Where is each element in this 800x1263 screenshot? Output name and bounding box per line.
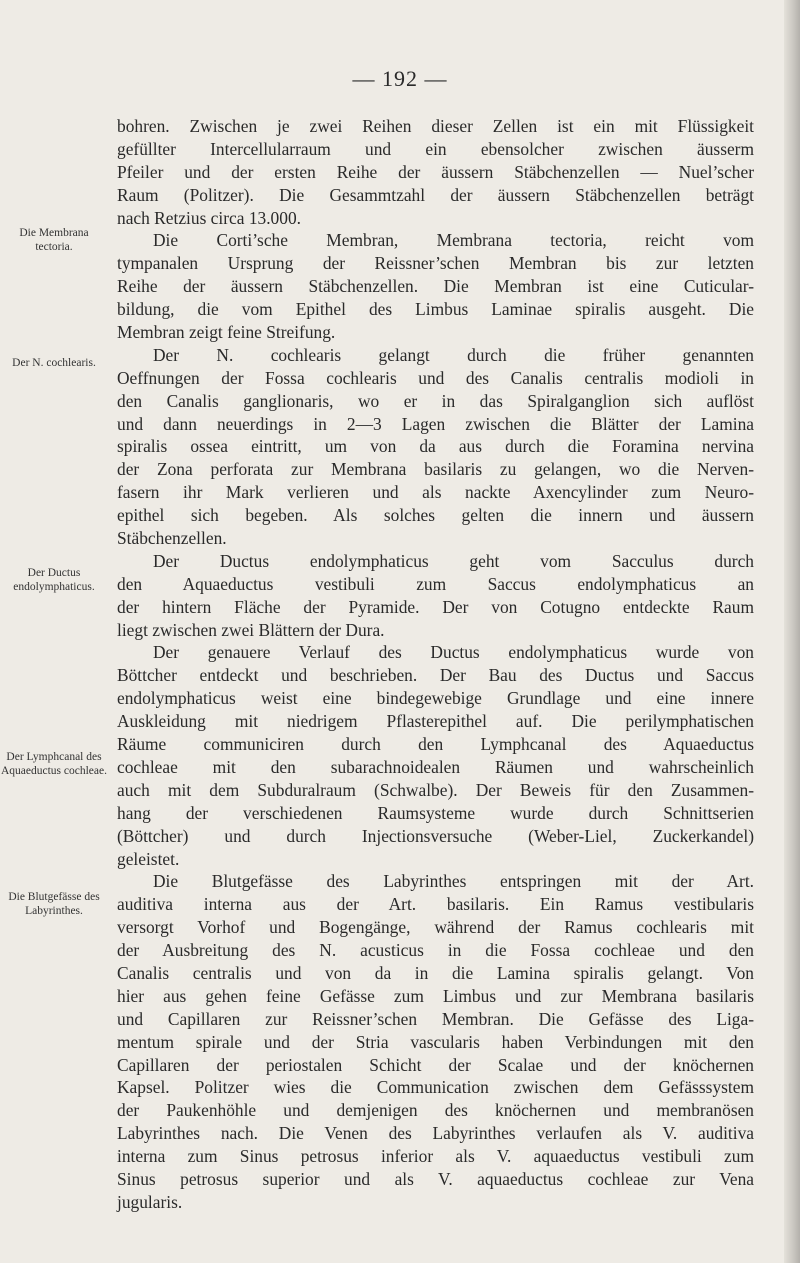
text-line: tympanalen Ursprung der Reissner’schen Membran bis zur letzten bbox=[117, 253, 754, 274]
margin-note-blutgefaesse: Die Blutgefässe des Labyrinthes. bbox=[8, 891, 100, 917]
text-line: bohren. Zwischen je zwei Reihen dieser Zellen ist ein mit Flüssigkeit bbox=[117, 116, 754, 136]
text-line: nach Retzius circa 13.000. bbox=[117, 207, 301, 228]
text-line: Oeffnungen der Fossa cochlearis und des Canalis centralis modioli in bbox=[117, 367, 754, 388]
text-line: jugularis. bbox=[117, 1191, 183, 1212]
text-line: spiralis ossea eintritt, um von da aus durch die Foramina nervina bbox=[117, 436, 754, 457]
text-line: Die Blutgefässe des Labyrinthes entspringen mit der Art. bbox=[153, 871, 754, 892]
margin-note-membrana-tectoria: Die Membrana tectoria. bbox=[19, 227, 89, 253]
text-line: hang der verschiedenen Raumsysteme wurde durch Schnittserien bbox=[117, 802, 754, 823]
text-line: gefüllter Intercellularraum und ein ebensolcher zwischen äusserm bbox=[117, 138, 754, 159]
text-line: mentum spirale und der Stria vascularis haben Verbindungen mit den bbox=[117, 1031, 754, 1052]
text-line: Sinus petrosus superior und als V. aquaeductus cochleae zur Vena bbox=[117, 1168, 754, 1189]
text-line: den Aquaeductus vestibuli zum Saccus endolymphaticus an bbox=[117, 573, 754, 594]
text-line: der Zona perforata zur Membrana basilaris zu gelangen, wo die Nerven- bbox=[117, 459, 754, 480]
text-line: (Böttcher) und durch Injectionsversuche (Weber-Liel, Zuckerkandel) bbox=[117, 825, 754, 846]
text-line: interna zum Sinus petrosus inferior als V. aquaeductus vestibuli zum bbox=[117, 1146, 754, 1167]
text-line: und dann neuerdings in 2—3 Lagen zwischen die Blätter der Lamina bbox=[117, 413, 754, 434]
text-line: Der N. cochlearis gelangt durch die früher genannten bbox=[153, 344, 754, 365]
text-line: und Capillaren zur Reissner’schen Membran. Die Gefässe des Liga- bbox=[117, 1008, 754, 1029]
text-line: Labyrinthes nach. Die Venen des Labyrinthes verlaufen als V. auditiva bbox=[117, 1123, 754, 1144]
text-line: hier aus gehen feine Gefässe zum Limbus und zur Membrana basilaris bbox=[117, 985, 754, 1006]
text-line: Auskleidung mit niedrigem Pflasterepithel auf. Die perilymphatischen bbox=[117, 711, 754, 732]
text-line: bildung, die vom Epithel des Limbus Laminae spiralis ausgeht. Die bbox=[117, 299, 754, 320]
text-line: Canalis centralis und von da in die Lamina spiralis gelangt. Von bbox=[117, 962, 754, 983]
text-line: Der genauere Verlauf des Ductus endolymphaticus wurde von bbox=[153, 642, 754, 663]
margin-note-n-cochlearis: Der N. cochlearis. bbox=[12, 357, 96, 369]
text-line: Böttcher entdeckt und beschrieben. Der Bau des Ductus und Saccus bbox=[117, 665, 754, 686]
text-line: der Paukenhöhle und demjenigen des knöchernen und membranösen bbox=[117, 1100, 754, 1121]
text-line: auch mit dem Subduralraum (Schwalbe). Der Beweis für den Zusammen- bbox=[117, 779, 754, 800]
page-edge-shadow bbox=[784, 0, 800, 1263]
text-line: Reihe der äussern Stäbchenzellen. Die Membran ist eine Cuticular- bbox=[117, 276, 754, 297]
text-line: Die Corti’sche Membran, Membrana tectoria, reicht vom bbox=[153, 230, 754, 251]
text-line: versorgt Vorhof und Bogengänge, während der Ramus cochlearis mit bbox=[117, 917, 754, 938]
text-line: den Canalis ganglionaris, wo er in das Spiralganglion sich auflöst bbox=[117, 390, 754, 411]
text-line: Capillaren der periostalen Schicht der Scalae und der knöchernen bbox=[117, 1054, 754, 1075]
text-line: geleistet. bbox=[117, 848, 180, 869]
text-line: cochleae mit den subarachnoidealen Räumen und wahrscheinlich bbox=[117, 756, 754, 777]
body-text bbox=[117, 115, 754, 1214]
page-number: — 192 — bbox=[352, 66, 448, 91]
text-line: Pfeiler und der ersten Reihe der äussern Stäbchenzellen — Nuel’scher bbox=[117, 161, 754, 182]
text-line: auditiva interna aus der Art. basilaris. Ein Ramus vestibularis bbox=[117, 894, 754, 915]
text-line: der Ausbreitung des N. acusticus in die Fossa cochleae und den bbox=[117, 940, 754, 961]
text-line: liegt zwischen zwei Blättern der Dura. bbox=[117, 619, 385, 640]
text-line: Räume communiciren durch den Lymphcanal des Aquaeductus bbox=[117, 734, 754, 755]
text-line: epithel sich begeben. Als solches gelten die innern und äussern bbox=[117, 505, 754, 526]
margin-note-ductus-endolymphaticus: Der Ductus endolymphaticus. bbox=[13, 567, 95, 593]
text-line: Raum (Politzer). Die Gesammtzahl der äussern Stäbchenzellen beträgt bbox=[117, 184, 754, 205]
text-line: fasern ihr Mark verlieren und als nackte Axencylinder zum Neuro- bbox=[117, 482, 754, 503]
text-line: Kapsel. Politzer wies die Communication zwischen dem Gefässsystem bbox=[117, 1077, 754, 1098]
text-line: Membran zeigt feine Streifung. bbox=[117, 322, 336, 343]
text-line: der hintern Fläche der Pyramide. Der von Cotugno entdeckte Raum bbox=[117, 596, 754, 617]
text-line: Der Ductus endolymphaticus geht vom Sacculus durch bbox=[153, 550, 754, 571]
margin-note-lymphcanal: Der Lymphcanal des Aquaeductus cochleae. bbox=[0, 751, 107, 777]
text-line: Stäbchenzellen. bbox=[117, 528, 227, 549]
text-line: endolymphaticus weist eine bindegewebige Grundlage und eine innere bbox=[117, 688, 754, 709]
